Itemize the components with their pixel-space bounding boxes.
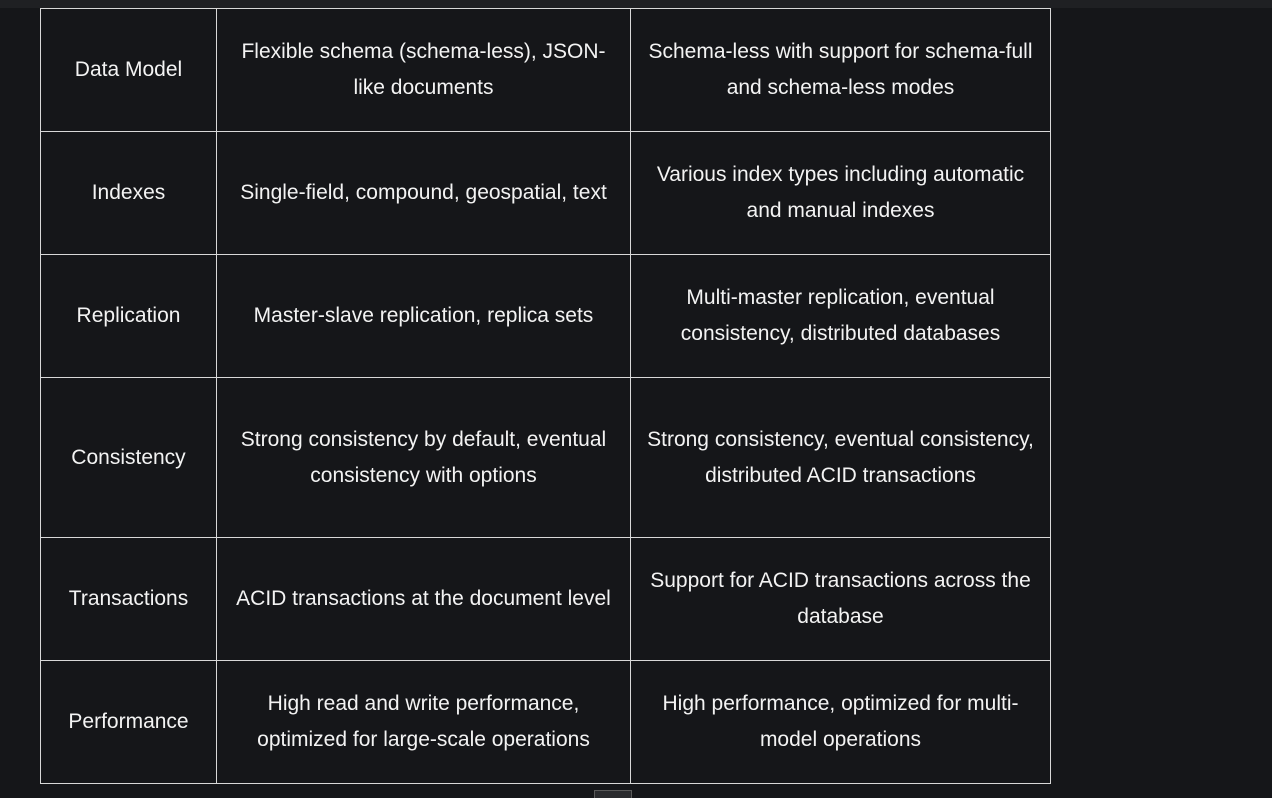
table-row [41, 9, 1051, 132]
feature-cell: Replication [41, 255, 217, 378]
table-row [41, 661, 1051, 784]
table-cell: High performance, optimized for multi-model operations [631, 661, 1051, 784]
table-row [41, 255, 1051, 378]
top-bar [0, 0, 1272, 8]
table-cell: Master-slave replication, replica sets [217, 255, 631, 378]
table-cell: Schema-less with support for schema-full and schema-less modes [631, 9, 1051, 132]
feature-cell: Indexes [41, 132, 217, 255]
table-cell: Various index types including automatic and manual indexes [631, 132, 1051, 255]
table-cell: Strong consistency, eventual consistency, distributed ACID transactions [631, 378, 1051, 538]
feature-cell: Consistency [41, 378, 217, 538]
table-cell: Single-field, compound, geospatial, text [217, 132, 631, 255]
table-row [41, 132, 1051, 255]
feature-cell: Data Model [41, 9, 217, 132]
scroll-handle[interactable] [594, 790, 632, 798]
comparison-table [40, 8, 1051, 784]
table-row [41, 378, 1051, 538]
table-cell: Support for ACID transactions across the database [631, 538, 1051, 661]
feature-cell: Performance [41, 661, 217, 784]
table-cell: Strong consistency by default, eventual consistency with options [217, 378, 631, 538]
table-cell: Flexible schema (schema-less), JSON-like documents [217, 9, 631, 132]
table-cell: High read and write performance, optimized for large-scale operations [217, 661, 631, 784]
feature-cell: Transactions [41, 538, 217, 661]
table-cell: ACID transactions at the document level [217, 538, 631, 661]
table-cell: Multi-master replication, eventual consistency, distributed databases [631, 255, 1051, 378]
table-row [41, 538, 1051, 661]
